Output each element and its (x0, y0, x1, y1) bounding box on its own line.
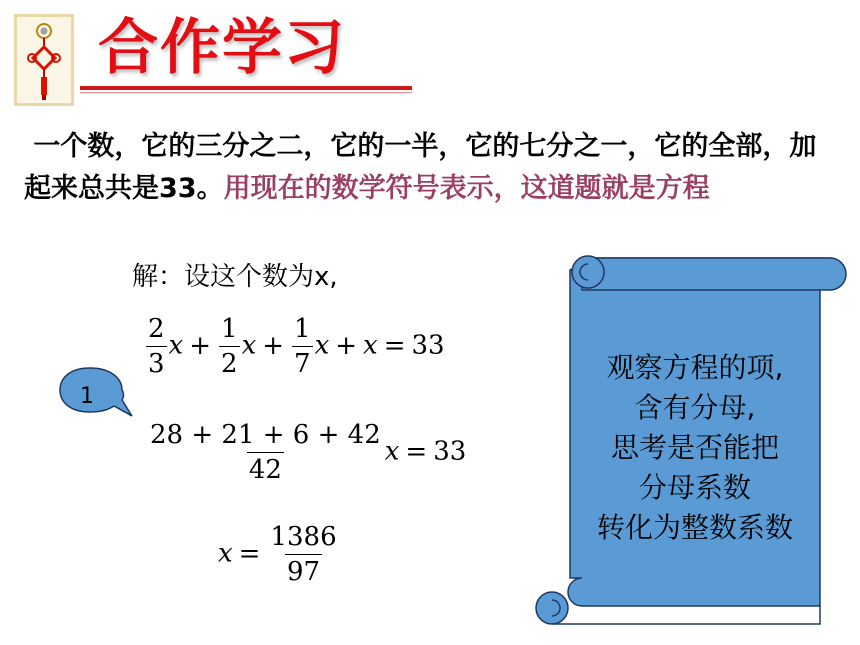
variable: x (241, 330, 257, 361)
numerator: 1 (294, 314, 311, 344)
operator: + (335, 330, 358, 361)
equation-1 (144, 314, 445, 379)
denominator: 3 (146, 346, 167, 379)
problem-text-highlight: 用现在的数学符号表示，这道题就是方程 (223, 173, 710, 204)
rhs-value: 33 (411, 330, 445, 361)
callout-number: 1 (80, 384, 94, 409)
equation-2 (146, 420, 466, 485)
scroll-line: 思考是否能把 (610, 431, 779, 464)
fraction (148, 420, 383, 485)
variable: x (168, 330, 184, 361)
scroll-line: 分母系数 (638, 471, 751, 504)
fraction (292, 314, 313, 379)
numerator: 2 (148, 314, 165, 344)
equals-sign: = (405, 436, 428, 467)
equals-sign: = (238, 538, 261, 569)
page-title: 合作学习 (98, 13, 346, 83)
variable: x (384, 436, 400, 467)
scroll-line: 含有分母, (634, 391, 756, 424)
solution-intro: 解：设这个数为x, (132, 262, 338, 292)
problem-text-main: 一个数，它的三分之二，它的一半，它的七分之一，它的全部，加起来总共是33。 (24, 131, 817, 204)
fraction (146, 314, 167, 379)
scroll-line: 观察方程的项, (606, 351, 784, 384)
decoration-frame (14, 14, 74, 106)
fraction (219, 314, 240, 379)
denominator: 2 (219, 346, 240, 379)
title-underline (80, 86, 412, 90)
numerator: 28 + 21 + 6 + 42 (150, 420, 381, 450)
equation-3 (218, 522, 341, 587)
speech-bubble-icon (56, 364, 136, 424)
operator: + (189, 330, 212, 361)
rhs-value: 33 (433, 436, 467, 467)
denominator: 42 (247, 452, 284, 485)
equals-sign: = (383, 330, 406, 361)
operator: + (262, 330, 285, 361)
scroll-line: 转化为整数系数 (596, 511, 793, 544)
denominator: 7 (292, 346, 313, 379)
numerator: 1386 (270, 522, 337, 552)
problem-text (24, 126, 824, 210)
chinese-knot-icon (17, 17, 71, 103)
denominator: 97 (285, 554, 322, 587)
title-underline-thin (80, 92, 412, 93)
numerator: 1 (221, 314, 238, 344)
scroll-text (570, 348, 820, 548)
variable: x (314, 330, 330, 361)
variable: x (218, 538, 233, 569)
fraction (268, 522, 338, 587)
variable: x (363, 330, 378, 361)
